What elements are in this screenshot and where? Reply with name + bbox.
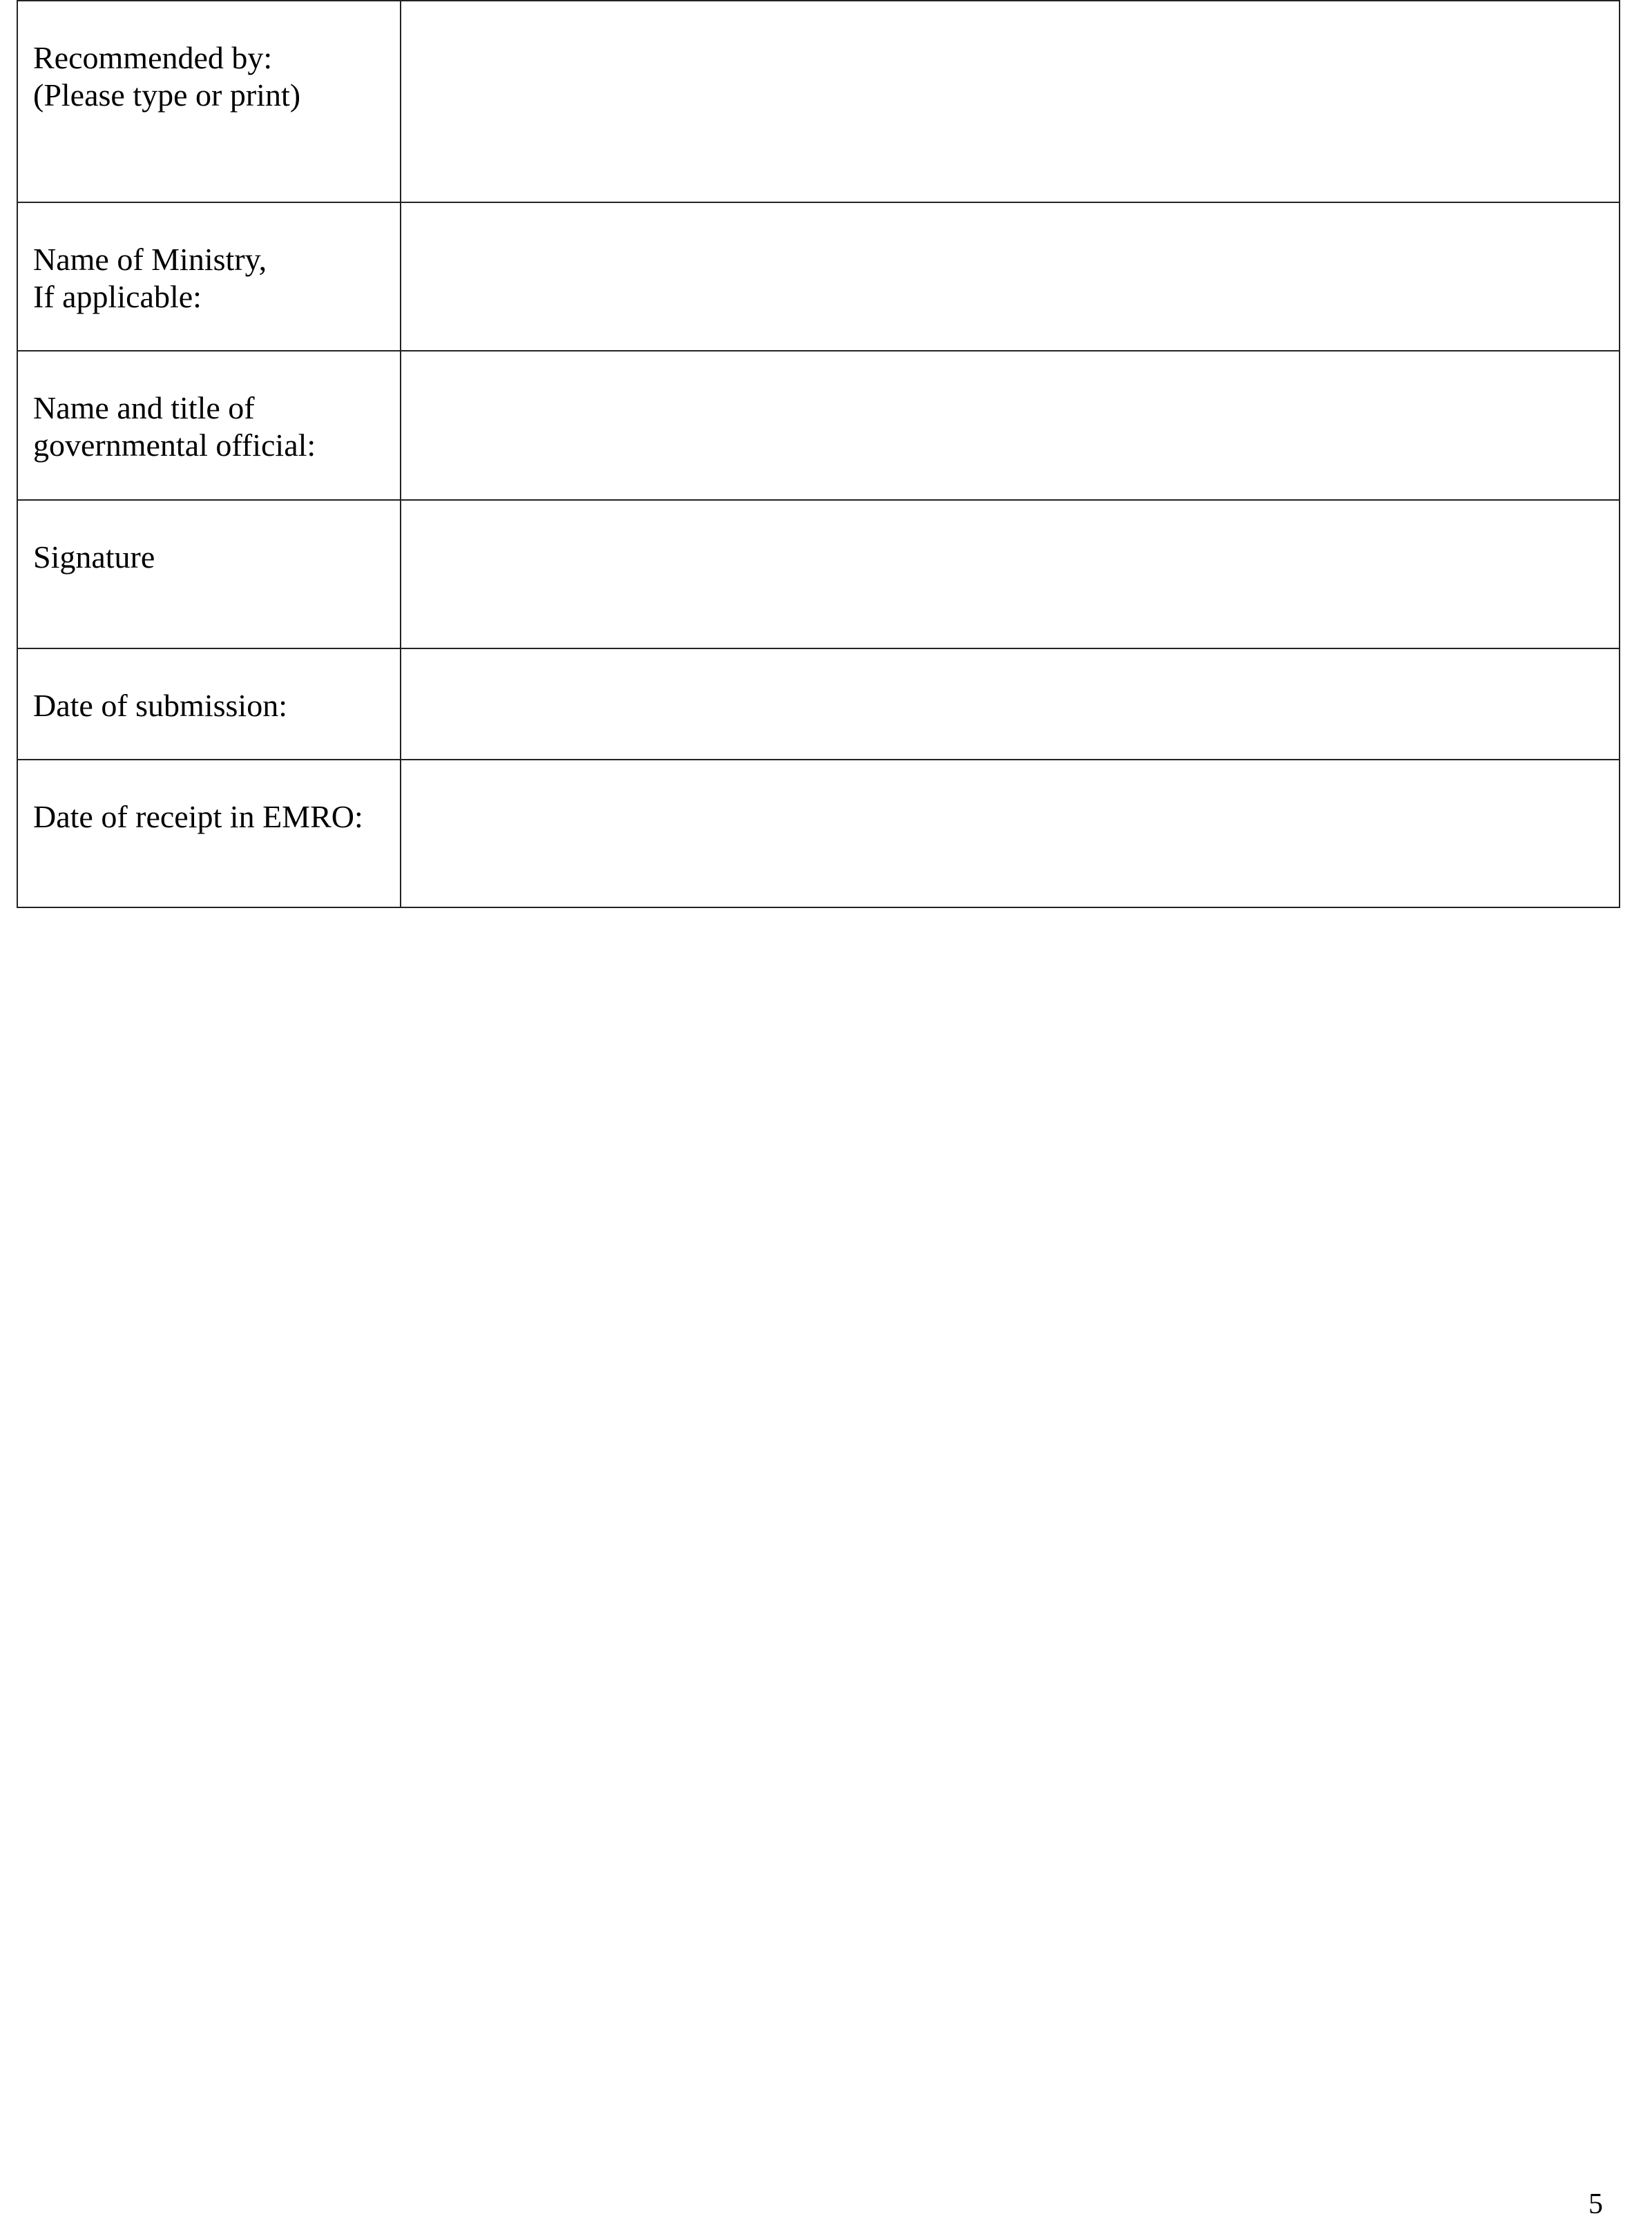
date-receipt-field[interactable] (401, 760, 1620, 907)
date-submission-label-cell (17, 648, 401, 760)
date-receipt-label-cell (17, 760, 401, 907)
form-row-date-receipt (17, 760, 1620, 907)
official-label-cont: governmental official: (33, 427, 316, 463)
form-row-ministry (17, 202, 1620, 351)
date-submission-field[interactable] (401, 648, 1620, 760)
ministry-label-cell (17, 202, 401, 351)
official-field[interactable] (401, 351, 1620, 500)
recommended-by-field[interactable] (401, 1, 1620, 202)
official-label: Name and title of (33, 390, 255, 425)
recommended-by-hint: (Please type or print) (33, 77, 301, 113)
signature-field[interactable] (401, 500, 1620, 648)
date-receipt-label: Date of receipt in EMRO: (33, 799, 363, 834)
ministry-hint: If applicable: (33, 279, 202, 314)
ministry-field[interactable] (401, 202, 1620, 351)
recommended-by-label-cell (17, 1, 401, 202)
signature-label: Signature (33, 539, 155, 575)
date-submission-label: Date of submission: (33, 688, 287, 723)
signature-label-cell (17, 500, 401, 648)
submission-form-table (17, 0, 1620, 908)
form-row-official (17, 351, 1620, 500)
page-number: 5 (1588, 2188, 1603, 2220)
form-row-recommended-by (17, 1, 1620, 202)
recommended-by-label: Recommended by: (33, 40, 273, 75)
ministry-label: Name of Ministry, (33, 242, 267, 277)
form-row-signature (17, 500, 1620, 648)
official-label-cell (17, 351, 401, 500)
form-row-date-submission (17, 648, 1620, 760)
